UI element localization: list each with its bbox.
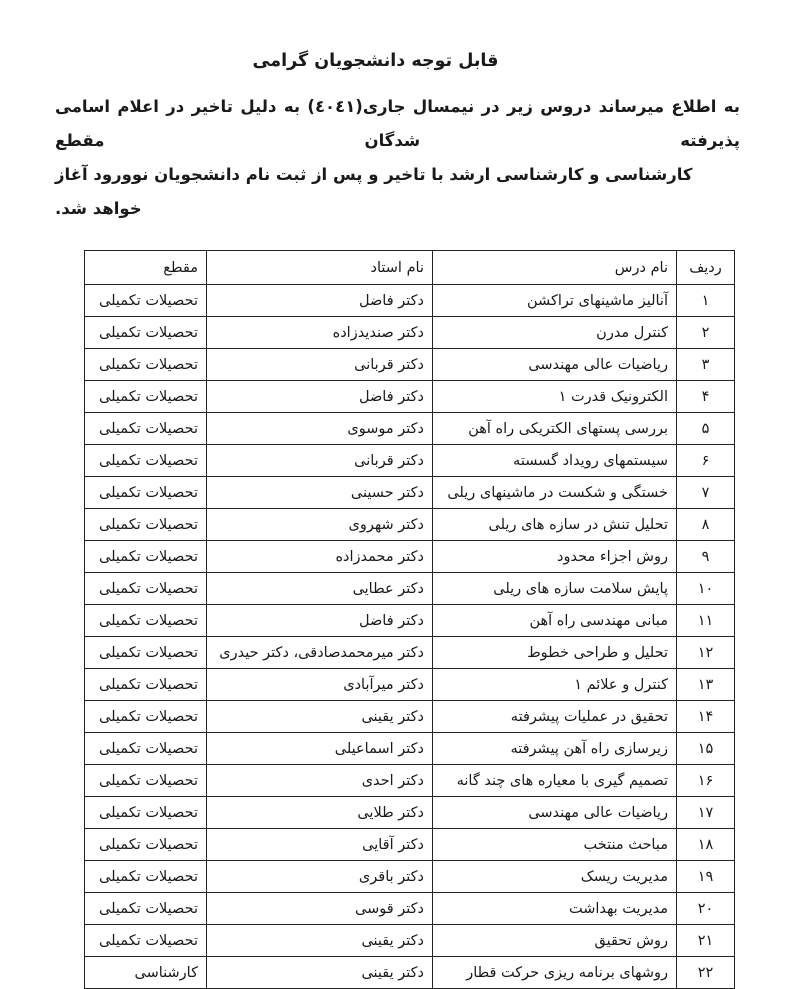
table-row: [85, 509, 735, 541]
level-cell: تحصیلات تکمیلی: [85, 797, 207, 829]
professor-name-cell: دکتر عطایی: [207, 573, 433, 605]
course-name-cell: سیستمهای رویداد گسسته: [433, 445, 677, 477]
level-cell: تحصیلات تکمیلی: [85, 733, 207, 765]
course-name-cell: زیرسازی راه آهن پیشرفته: [433, 733, 677, 765]
row-number-cell: ۲۲: [677, 957, 735, 989]
row-number-cell: ۱۹: [677, 861, 735, 893]
table-row: [85, 381, 735, 413]
row-number-cell: ۲۰: [677, 893, 735, 925]
table-row: [85, 893, 735, 925]
row-number-cell: ۱: [677, 285, 735, 317]
professor-name-cell: دکتر باقری: [207, 861, 433, 893]
course-name-cell: تصمیم گیری با معیاره های چند گانه: [433, 765, 677, 797]
level-cell: تحصیلات تکمیلی: [85, 637, 207, 669]
course-name-cell: آنالیز ماشینهای تراکشن: [433, 285, 677, 317]
course-name-cell: مدیریت ریسک: [433, 861, 677, 893]
header-level: مقطع: [85, 251, 207, 285]
intro-paragraph: [55, 90, 740, 226]
course-name-cell: الکترونیک قدرت ۱: [433, 381, 677, 413]
row-number-cell: ۱۳: [677, 669, 735, 701]
row-number-cell: ۸: [677, 509, 735, 541]
course-name-cell: روش اجزاء محدود: [433, 541, 677, 573]
row-number-cell: ۱۶: [677, 765, 735, 797]
level-cell: تحصیلات تکمیلی: [85, 445, 207, 477]
professor-name-cell: دکتر آقایی: [207, 829, 433, 861]
professor-name-cell: دکتر قربانی: [207, 349, 433, 381]
professor-name-cell: دکتر یقینی: [207, 925, 433, 957]
table-header-row: [85, 251, 735, 285]
table-row: [85, 477, 735, 509]
course-name-cell: کنترل و علائم ۱: [433, 669, 677, 701]
intro-line-2: کارشناسی و کارشناسی ارشد با تاخیر و پس از ثبت نام دانشجویان نوورود آغاز خواهد شد.: [55, 165, 693, 218]
table-row: [85, 701, 735, 733]
table-row: [85, 925, 735, 957]
header-row-number: ردیف: [677, 251, 735, 285]
table-row: [85, 957, 735, 989]
professor-name-cell: دکتر موسوی: [207, 413, 433, 445]
level-cell: تحصیلات تکمیلی: [85, 477, 207, 509]
table-row: [85, 829, 735, 861]
level-cell: تحصیلات تکمیلی: [85, 413, 207, 445]
level-cell: تحصیلات تکمیلی: [85, 893, 207, 925]
row-number-cell: ۱۰: [677, 573, 735, 605]
table-row: [85, 637, 735, 669]
row-number-cell: ۱۴: [677, 701, 735, 733]
level-cell: تحصیلات تکمیلی: [85, 541, 207, 573]
table-row: [85, 285, 735, 317]
course-name-cell: مبانی مهندسی راه آهن: [433, 605, 677, 637]
level-cell: تحصیلات تکمیلی: [85, 349, 207, 381]
course-name-cell: کنترل مدرن: [433, 317, 677, 349]
course-name-cell: روش تحقیق: [433, 925, 677, 957]
table-row: [85, 797, 735, 829]
intro-line-1: به اطلاع میرساند دروس زیر در نیمسال جاری(٤٠٤١) به دلیل تاخیر در اعلام اسامی پذیرفته شدگان مقطع: [55, 97, 741, 150]
level-cell: تحصیلات تکمیلی: [85, 573, 207, 605]
level-cell: تحصیلات تکمیلی: [85, 925, 207, 957]
row-number-cell: ۱۲: [677, 637, 735, 669]
row-number-cell: ۷: [677, 477, 735, 509]
professor-name-cell: دکتر اسماعیلی: [207, 733, 433, 765]
row-number-cell: ۲: [677, 317, 735, 349]
course-name-cell: خستگی و شکست در ماشینهای ریلی: [433, 477, 677, 509]
professor-name-cell: دکتر احدی: [207, 765, 433, 797]
row-number-cell: ۳: [677, 349, 735, 381]
table-row: [85, 413, 735, 445]
table-row: [85, 733, 735, 765]
row-number-cell: ۵: [677, 413, 735, 445]
level-cell: تحصیلات تکمیلی: [85, 701, 207, 733]
row-number-cell: ۲۱: [677, 925, 735, 957]
professor-name-cell: دکتر یقینی: [207, 957, 433, 989]
table-row: [85, 541, 735, 573]
table-row: [85, 349, 735, 381]
course-name-cell: مباحث منتخب: [433, 829, 677, 861]
course-name-cell: پایش سلامت سازه های ریلی: [433, 573, 677, 605]
row-number-cell: ۶: [677, 445, 735, 477]
courses-table-wrapper: [85, 250, 735, 989]
course-name-cell: ریاضیات عالی مهندسی: [433, 349, 677, 381]
professor-name-cell: دکتر طلایی: [207, 797, 433, 829]
row-number-cell: ۱۵: [677, 733, 735, 765]
table-row: [85, 861, 735, 893]
professor-name-cell: دکتر فاضل: [207, 285, 433, 317]
level-cell: تحصیلات تکمیلی: [85, 669, 207, 701]
table-row: [85, 605, 735, 637]
level-cell: تحصیلات تکمیلی: [85, 861, 207, 893]
course-name-cell: روشهای برنامه ریزی حرکت قطار: [433, 957, 677, 989]
professor-name-cell: دکتر صندیدزاده: [207, 317, 433, 349]
professor-name-cell: دکتر حسینی: [207, 477, 433, 509]
level-cell: تحصیلات تکمیلی: [85, 285, 207, 317]
row-number-cell: ۱۷: [677, 797, 735, 829]
table-row: [85, 669, 735, 701]
professor-name-cell: دکتر محمدزاده: [207, 541, 433, 573]
course-name-cell: تحلیل تنش در سازه های ریلی: [433, 509, 677, 541]
courses-table: [84, 250, 735, 989]
course-name-cell: مدیریت بهداشت: [433, 893, 677, 925]
level-cell: تحصیلات تکمیلی: [85, 509, 207, 541]
professor-name-cell: دکتر میرمحمدصادقی، دکتر حیدری: [207, 637, 433, 669]
course-name-cell: تحلیل و طراحی خطوط: [433, 637, 677, 669]
table-row: [85, 573, 735, 605]
row-number-cell: ۱۸: [677, 829, 735, 861]
level-cell: تحصیلات تکمیلی: [85, 605, 207, 637]
level-cell: کارشناسی: [85, 957, 207, 989]
table-row: [85, 445, 735, 477]
level-cell: تحصیلات تکمیلی: [85, 317, 207, 349]
professor-name-cell: دکتر فاضل: [207, 605, 433, 637]
level-cell: تحصیلات تکمیلی: [85, 381, 207, 413]
row-number-cell: ۴: [677, 381, 735, 413]
professor-name-cell: دکتر میرآبادی: [207, 669, 433, 701]
row-number-cell: ۱۱: [677, 605, 735, 637]
level-cell: تحصیلات تکمیلی: [85, 765, 207, 797]
course-name-cell: بررسی پستهای الکتریکی راه آهن: [433, 413, 677, 445]
professor-name-cell: دکتر قربانی: [207, 445, 433, 477]
level-cell: تحصیلات تکمیلی: [85, 829, 207, 861]
course-name-cell: تحقیق در عملیات پیشرفته: [433, 701, 677, 733]
professor-name-cell: دکتر فاضل: [207, 381, 433, 413]
row-number-cell: ۹: [677, 541, 735, 573]
course-name-cell: ریاضیات عالی مهندسی: [433, 797, 677, 829]
header-professor-name: نام استاد: [207, 251, 433, 285]
professor-name-cell: دکتر یقینی: [207, 701, 433, 733]
page-title: قابل توجه دانشجویان گرامی: [252, 51, 499, 71]
header-course-name: نام درس: [433, 251, 677, 285]
table-row: [85, 317, 735, 349]
professor-name-cell: دکتر قوسی: [207, 893, 433, 925]
table-row: [85, 765, 735, 797]
professor-name-cell: دکتر شهروی: [207, 509, 433, 541]
